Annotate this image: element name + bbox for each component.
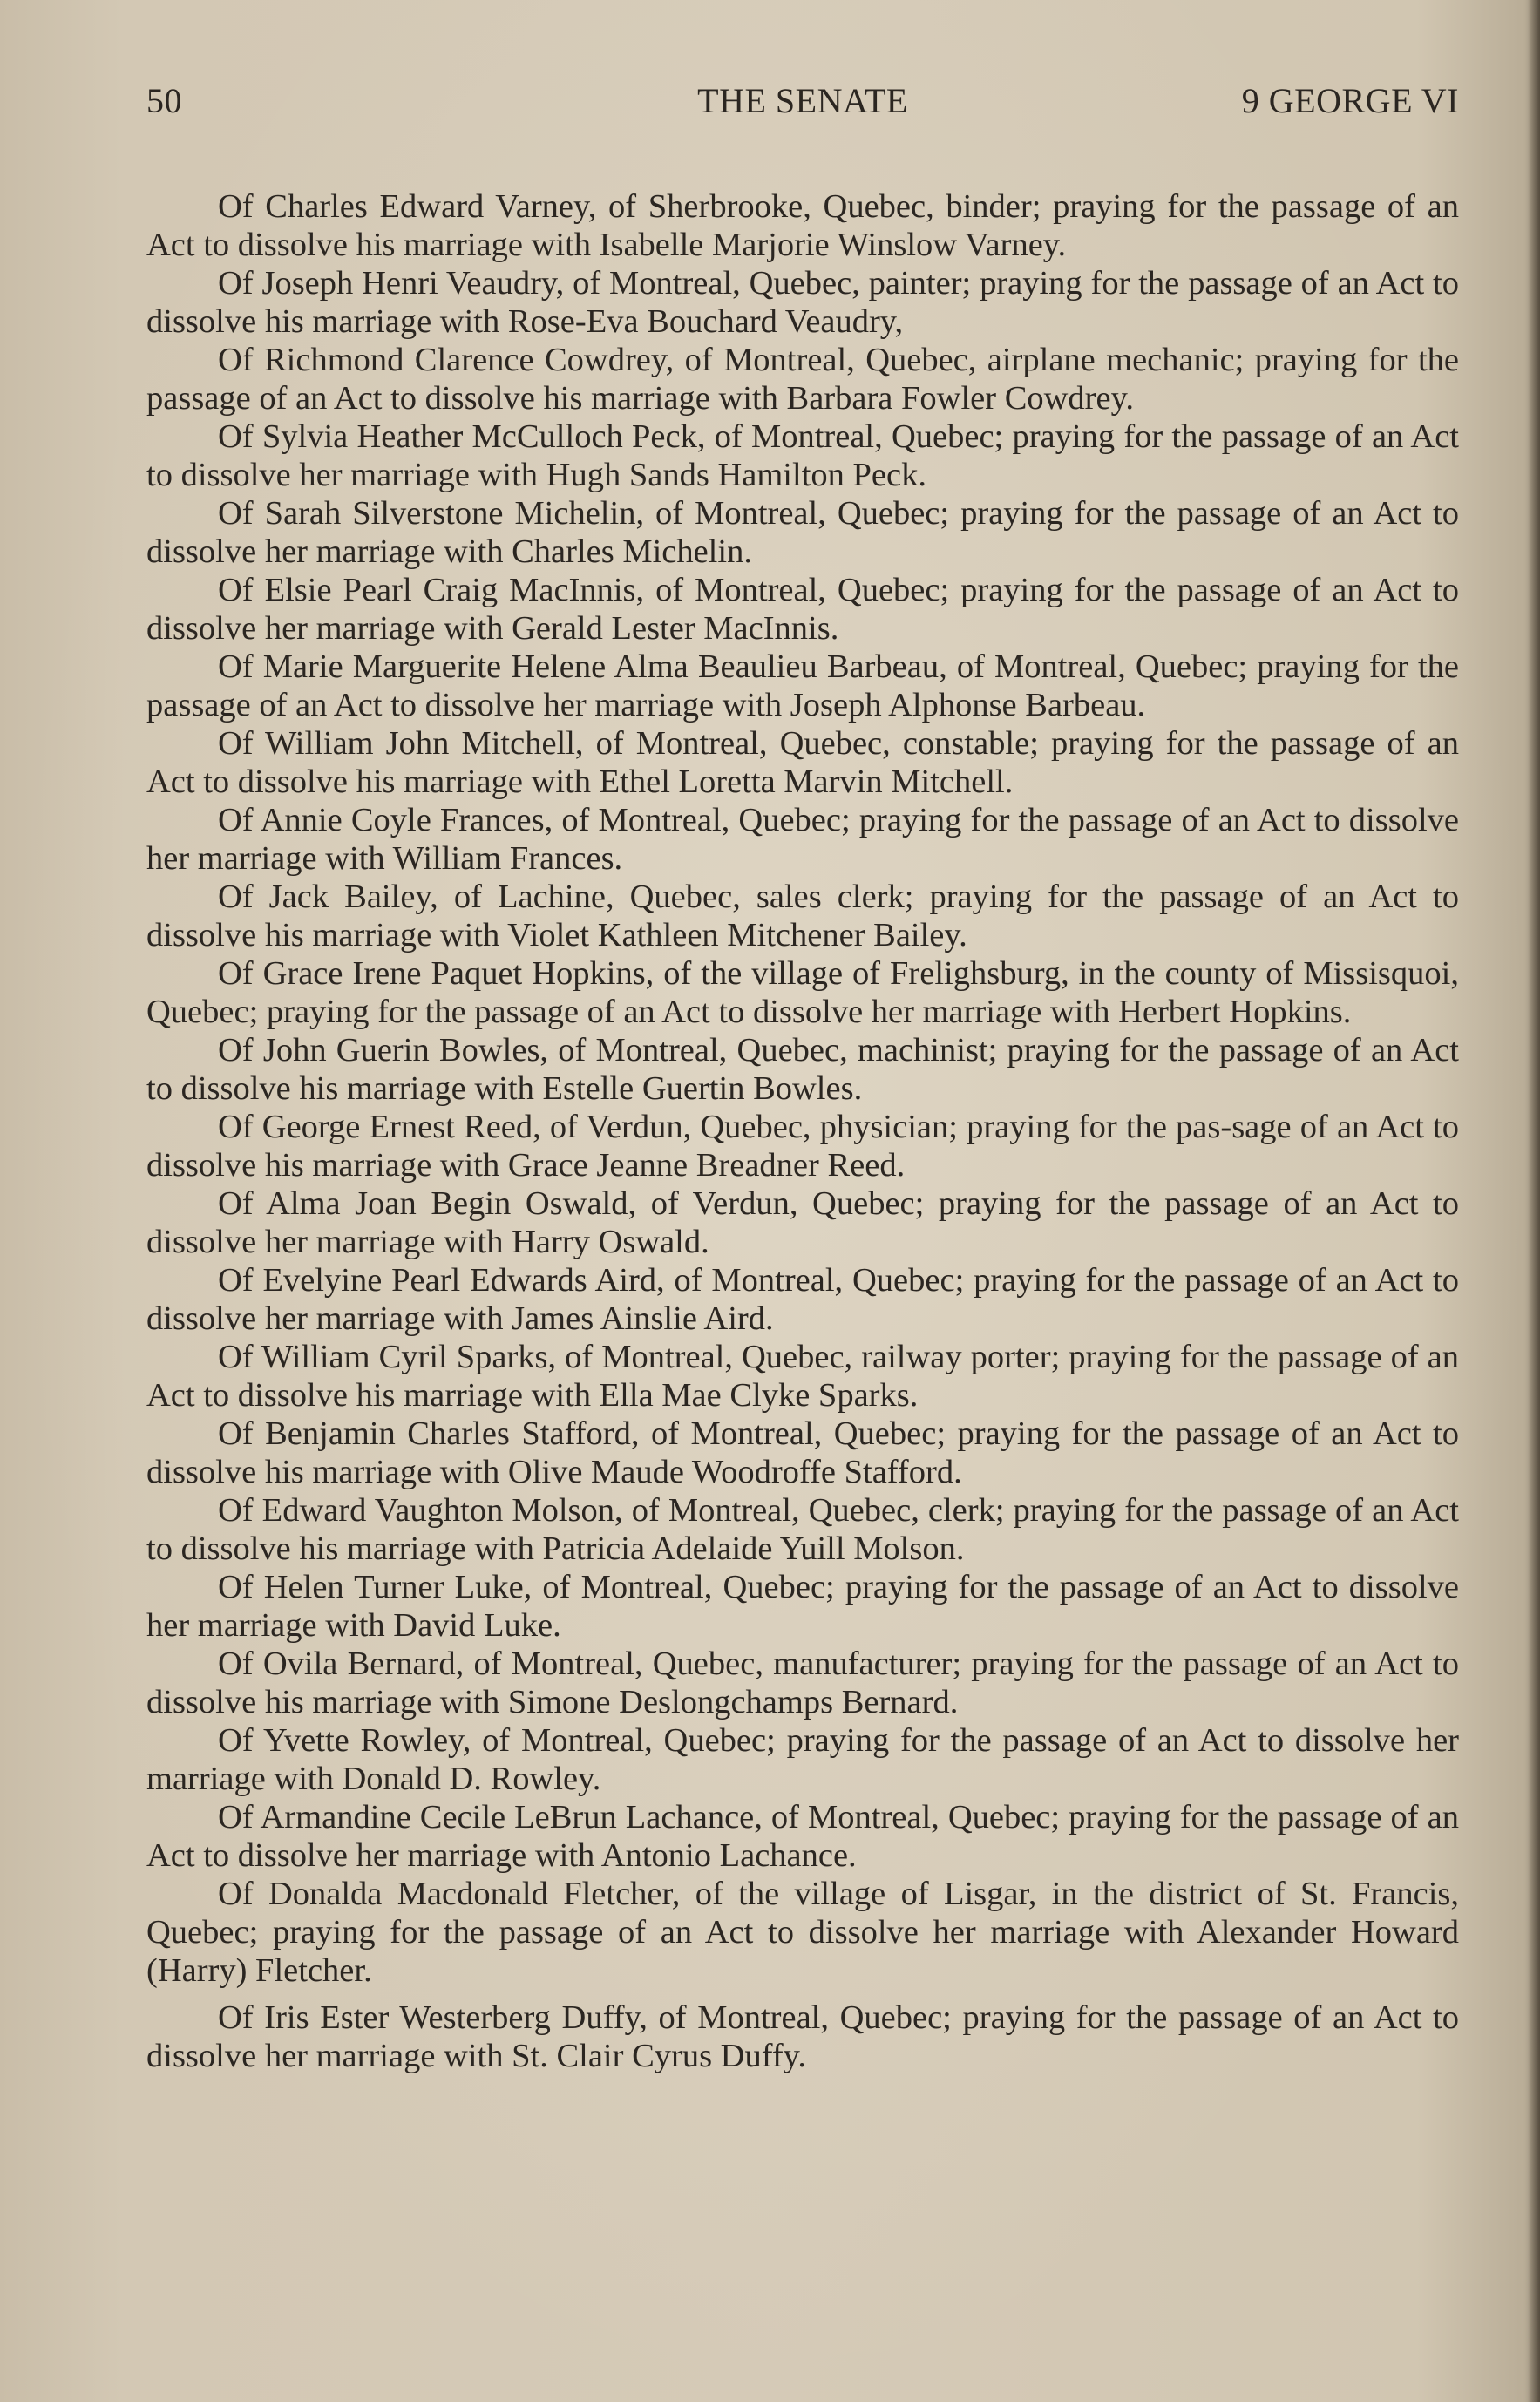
petition-paragraph: Of Charles Edward Varney, of Sherbrooke, Quebec, binder; praying for the passage of an Act to dissolve his marriage with Isabelle Marjorie Winslow Varney. [146, 188, 1459, 263]
petition-paragraph: Of Armandine Cecile LeBrun Lachance, of Montreal, Quebec; praying for the passage of an Act to dissolve her marriage with Antonio Lachance. [146, 1799, 1459, 1874]
petition-paragraph: Of William John Mitchell, of Montreal, Quebec, constable; praying for the passage of an Act to dissolve his marriage with Ethel Loretta Marvin Mitchell. [146, 725, 1459, 800]
petition-paragraph: Of Annie Coyle Frances, of Montreal, Quebec; praying for the passage of an Act to dissolve her marriage with William Frances. [146, 802, 1459, 877]
petition-paragraph: Of Edward Vaughton Molson, of Montreal, Quebec, clerk; praying for the passage of an Act to dissolve his marriage with Patricia Adelaide Yuill Molson. [146, 1492, 1459, 1567]
petition-paragraph: Of Grace Irene Paquet Hopkins, of the village of Frelighsburg, in the county of Missisquoi, Quebec; praying for the passage of an Act to dissolve her marriage with Herbert Hopkins. [146, 955, 1459, 1030]
petition-paragraph: Of Jack Bailey, of Lachine, Quebec, sales clerk; praying for the passage of an Act to dissolve his marriage with Violet Kathleen Mitchener Bailey. [146, 879, 1459, 953]
running-title: THE SENATE [697, 81, 908, 120]
petition-paragraph: Of Donalda Macdonald Fletcher, of the village of Lisgar, in the district of St. Francis, Quebec; praying for the passage of an Act to dissolve her marriage with Alexander Howard (Harry) Fletcher. [146, 1876, 1459, 1989]
petition-paragraph: Of George Ernest Reed, of Verdun, Quebec, physician; praying for the pas-sage of an Act to dissolve his marriage with Grace Jeanne Breadner Reed. [146, 1109, 1459, 1184]
petition-paragraph: Of William Cyril Sparks, of Montreal, Quebec, railway porter; praying for the passage of an Act to dissolve his marriage with Ella Mae Clyke Sparks. [146, 1339, 1459, 1414]
petition-paragraph: Of John Guerin Bowles, of Montreal, Quebec, machinist; praying for the passage of an Act to dissolve his marriage with Estelle Guertin Bowles. [146, 1032, 1459, 1107]
petition-paragraph: Of Richmond Clarence Cowdrey, of Montreal, Quebec, airplane mechanic; praying for the passage of an Act to dissolve his marriage with Barbara Fowler Cowdrey. [146, 342, 1459, 417]
petition-paragraph: Of Evelyine Pearl Edwards Aird, of Montreal, Quebec; praying for the passage of an Act to dissolve her marriage with James Ainslie Aird. [146, 1262, 1459, 1337]
petition-paragraph: Of Yvette Rowley, of Montreal, Quebec; praying for the passage of an Act to dissolve her marriage with Donald D. Rowley. [146, 1722, 1459, 1797]
petition-paragraph: Of Alma Joan Begin Oswald, of Verdun, Quebec; praying for the passage of an Act to dissolve her marriage with Harry Oswald. [146, 1185, 1459, 1260]
petition-paragraph: Of Joseph Henri Veaudry, of Montreal, Quebec, painter; praying for the passage of an Act to dissolve his marriage with Rose-Eva Bouchard Veaudry, [146, 265, 1459, 340]
petition-paragraph: Of Iris Ester Westerberg Duffy, of Montreal, Quebec; praying for the passage of an Act to dissolve her marriage with St. Clair Cyrus Duffy. [146, 1999, 1459, 2074]
petition-paragraph: Of Helen Turner Luke, of Montreal, Quebec; praying for the passage of an Act to dissolve her marriage with David Luke. [146, 1569, 1459, 1644]
petition-paragraph: Of Elsie Pearl Craig MacInnis, of Montreal, Quebec; praying for the passage of an Act to dissolve her marriage with Gerald Lester MacInnis. [146, 572, 1459, 647]
regnal-year: 9 GEORGE VI [1241, 81, 1459, 120]
petition-list [146, 187, 1459, 2075]
petition-paragraph: Of Benjamin Charles Stafford, of Montreal, Quebec; praying for the passage of an Act to dissolve his marriage with Olive Maude Woodroffe Stafford. [146, 1415, 1459, 1490]
petition-paragraph: Of Marie Marguerite Helene Alma Beaulieu Barbeau, of Montreal, Quebec; praying for the passage of an Act to dissolve her marriage with Joseph Alphonse Barbeau. [146, 648, 1459, 723]
petition-paragraph: Of Sarah Silverstone Michelin, of Montreal, Quebec; praying for the passage of an Act to dissolve her marriage with Charles Michelin. [146, 495, 1459, 570]
petition-paragraph: Of Ovila Bernard, of Montreal, Quebec, manufacturer; praying for the passage of an Act to dissolve his marriage with Simone Deslongchamps Bernard. [146, 1645, 1459, 1720]
petition-paragraph: Of Sylvia Heather McCulloch Peck, of Montreal, Quebec; praying for the passage of an Act to dissolve her marriage with Hugh Sands Hamilton Peck. [146, 418, 1459, 493]
page-header [146, 75, 1459, 127]
page-number: 50 [146, 81, 182, 120]
